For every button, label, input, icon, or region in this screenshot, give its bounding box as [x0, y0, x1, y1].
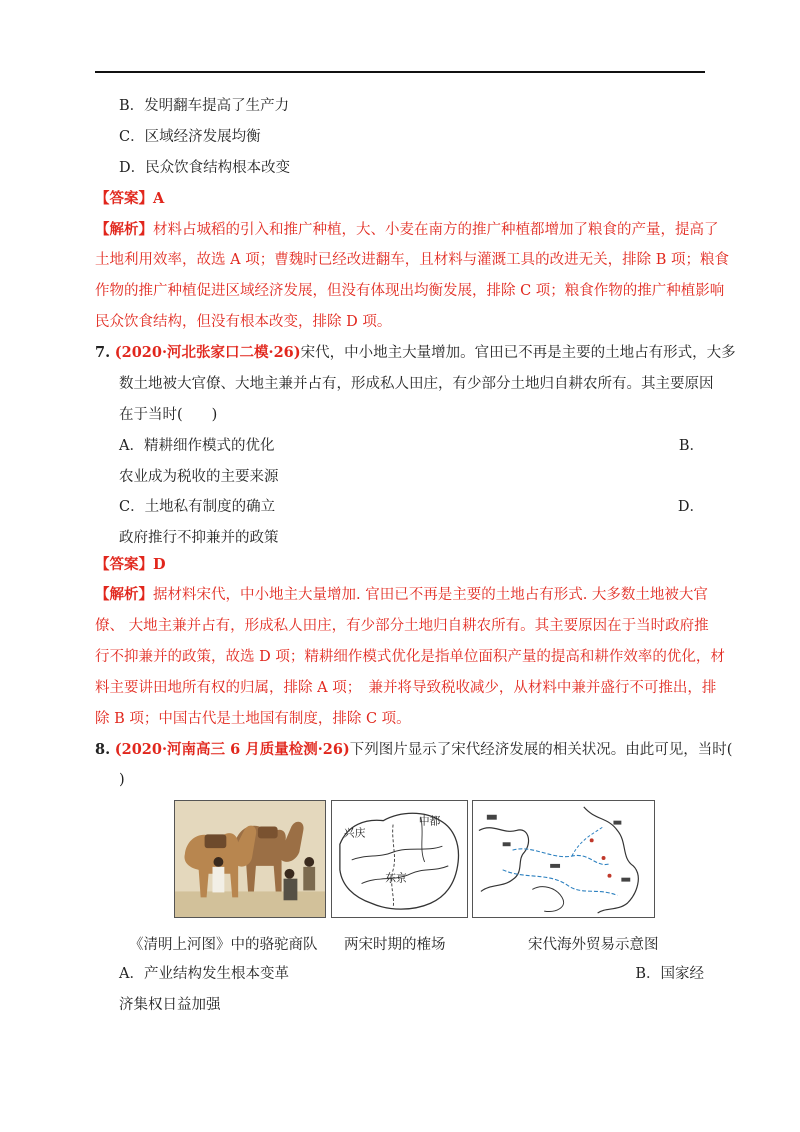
- q6-analysis-line-2: 土地利用效率，故选 A 项；曹魏时已经改进翻车，且材料与灌溉工具的改进无关，排除 B 项；粮食: [95, 252, 730, 268]
- analysis-tag: 【解析】: [95, 586, 153, 603]
- q6-option-c: C．区域经济发展均衡: [119, 129, 261, 145]
- q8-stem-line-2: ): [119, 772, 125, 788]
- q7-stem-line-1: [95, 343, 736, 363]
- caption-market: 两宋时期的榷场: [344, 937, 446, 953]
- q8-option-b-head: B．国家经: [635, 966, 704, 982]
- q7-analysis-line-4: 料主要讲田地所有权的归属，排除 A 项； 兼并将导致税收减少，从材料中兼并盛行不可推出，排: [95, 680, 717, 696]
- q7-analysis-line-3: 行不抑兼并的政策，故选 D 项；精耕细作模式优化是指单位面积产量的提高和耕作效率的优化，材: [95, 649, 725, 665]
- q7-source: (2020·河北张家口二模·26): [114, 344, 301, 361]
- q7-stem-line-3: 在于当时( ): [119, 407, 218, 423]
- q8-source: (2020·河南高三 6 月质量检测·26): [114, 741, 350, 758]
- q7-number: 7.: [95, 344, 111, 361]
- q6-option-b: B．发明翻车提高了生产力: [119, 98, 290, 114]
- answer-tag: 【答案】: [95, 190, 153, 207]
- q8-number: 8.: [95, 741, 111, 758]
- maritime-trade-map-image: [472, 800, 655, 918]
- caption-camel-caravan: 《清明上河图》中的骆驼商队: [129, 937, 318, 953]
- answer-tag: 【答案】: [95, 556, 153, 573]
- analysis-tag: 【解析】: [95, 221, 153, 238]
- q8-stem-line-1: [95, 740, 732, 760]
- q7-answer: [95, 555, 166, 575]
- q6-option-d: D．民众饮食结构根本改变: [119, 160, 291, 176]
- q8-option-b-tail: 济集权日益加强: [119, 997, 221, 1013]
- q7-analysis-line-2: 僚、 大地主兼并占有，形成私人田庄，有少部分土地归自耕农所有。其主要原因在于当时政府推: [95, 618, 709, 634]
- q6-answer: [95, 189, 164, 209]
- header-rule: [95, 71, 705, 73]
- camel-caravan-image: [174, 800, 326, 918]
- q7-stem-text: 宋代，中小地主大量增加。官田已不再是主要的土地占有形式，大多: [300, 345, 736, 361]
- q8-stem-text: 下列图片显示了宋代经济发展的相关状况。由此可见，当时(: [349, 742, 733, 758]
- map-label-zhongdu: 中都: [418, 814, 441, 828]
- q6-analysis-line-4: 民众饮食结构，但没有根本改变，排除 D 项。: [95, 314, 392, 330]
- analysis-text: 材料占城稻的引入和推广种植，大、小麦在南方的推广种植都增加了粮食的产量，提高了: [153, 222, 719, 238]
- map-label-dongjing: 东京: [385, 871, 407, 885]
- q7-option-b-text: 农业成为税收的主要来源: [119, 469, 279, 485]
- q7-analysis-line-1: [95, 585, 708, 605]
- map-label-xingqing: 兴庆: [343, 826, 366, 840]
- q8-option-a: A．产业结构发生根本变革: [119, 966, 289, 982]
- q6-analysis-line-3: 作物的推广种植促进区域经济发展，但没有体现出均衡发展，排除 C 项；粮食作物的推广种植影响: [95, 283, 725, 299]
- q7-option-d-letter: D．: [677, 499, 704, 515]
- caption-maritime-trade: 宋代海外贸易示意图: [528, 937, 659, 953]
- q7-option-a: A．精耕细作模式的优化: [119, 438, 275, 454]
- q6-analysis-line-1: [95, 220, 719, 240]
- q7-option-b-letter: B．: [678, 438, 704, 454]
- answer-value: D: [153, 556, 166, 573]
- song-market-map-image: [331, 800, 468, 918]
- q7-option-c: C．土地私有制度的确立: [119, 499, 276, 515]
- q7-option-d-text: 政府推行不抑兼并的政策: [119, 530, 279, 546]
- analysis-text: 据材料宋代，中小地主大量增加. 官田已不再是主要的土地占有形式. 大多数土地被大官: [153, 587, 708, 603]
- answer-value: A: [153, 190, 165, 207]
- q7-stem-line-2: 数土地被大官僚、大地主兼并占有，形成私人田庄，有少部分土地归自耕农所有。其主要原因: [119, 376, 714, 392]
- q7-analysis-line-5: 除 B 项；中国古代是土地国有制度，排除 C 项。: [95, 711, 411, 727]
